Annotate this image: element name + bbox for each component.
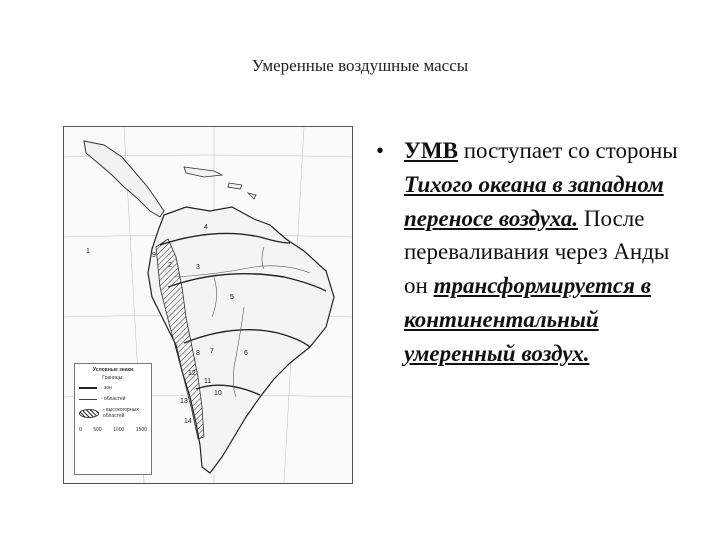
thick-line-symbol [79, 387, 97, 389]
map-legend [74, 363, 152, 475]
scale-tick: 1500 [135, 427, 147, 433]
region-number-10: 10 [214, 390, 222, 397]
region-number-8: 8 [196, 350, 200, 357]
caribbean-islands [184, 167, 256, 199]
hatch-symbol [79, 409, 99, 418]
region-number-4: 4 [204, 224, 208, 231]
region-number-5: 5 [230, 294, 234, 301]
legend-item-label: - областей [101, 396, 126, 402]
emphasis-pacific-ocean: Тихого океана в западном переносе воздуха. [404, 171, 664, 231]
bullet-list [370, 134, 690, 371]
region-number-3: 3 [196, 264, 200, 271]
legend-title: Условные знаки [92, 367, 134, 373]
region-number-9: 9 [152, 252, 156, 259]
legend-item-label: - высокогорных областей [103, 407, 139, 419]
region-number-11: 11 [204, 378, 212, 385]
legend-item-zones [79, 385, 147, 391]
bullet-item [370, 134, 690, 371]
climate-map [63, 126, 353, 484]
region-number-13: 13 [180, 398, 188, 405]
thin-line-symbol [79, 399, 97, 400]
legend-scale [79, 427, 147, 433]
legend-item-label: - зон [101, 385, 112, 391]
legend-subtitle: Границы: [102, 375, 124, 381]
scale-tick: 0 [79, 427, 82, 433]
bullet-marker: • [376, 138, 385, 163]
lead-term: УМВ [404, 138, 458, 163]
region-number-6: 6 [244, 350, 248, 357]
slide-title: Умеренные воздушные массы [251, 56, 469, 75]
region-number-1: 1 [86, 248, 90, 255]
region-number-2: 2 [168, 262, 172, 269]
region-number-7: 7 [210, 348, 214, 355]
scale-tick: 500 [93, 427, 102, 433]
region-number-12: 12 [188, 370, 196, 377]
central-america-outline [84, 141, 164, 217]
bullet-text [404, 134, 690, 371]
legend-item-regions [79, 396, 147, 402]
scale-tick: 1000 [113, 427, 125, 433]
bullet-text-part-2: После переваливания через Анды он [404, 205, 670, 299]
region-number-14: 14 [184, 418, 192, 425]
bullet-text-part-1: поступает со стороны [457, 138, 678, 163]
legend-item-highlands [79, 407, 147, 419]
emphasis-transformation: трансформируется в континентальный умеренный воздух. [404, 273, 652, 366]
